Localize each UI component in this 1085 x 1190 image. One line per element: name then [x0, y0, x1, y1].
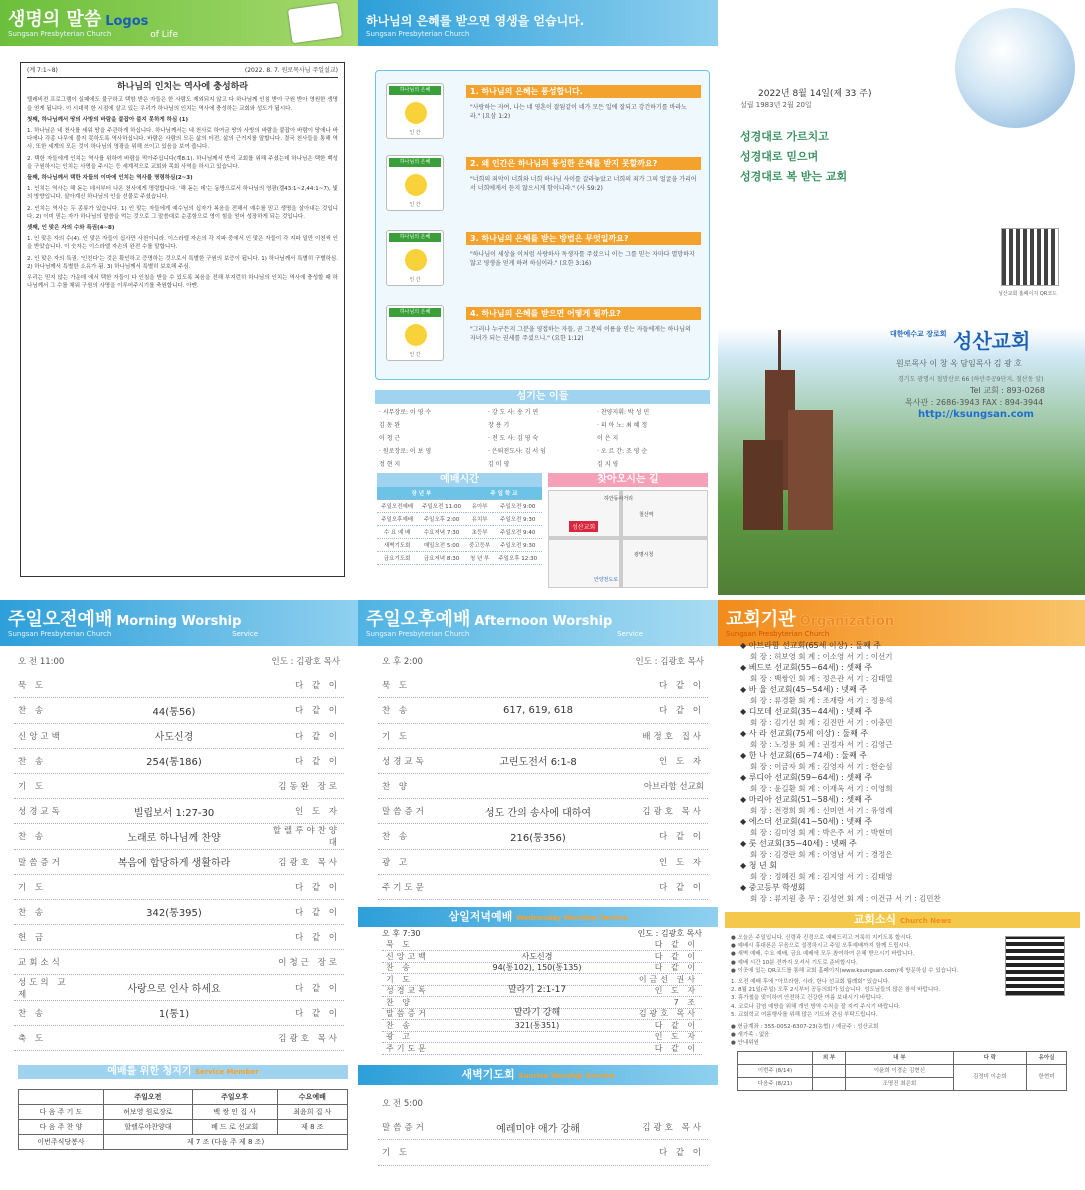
org-officers: 회 장 : 김경란 회 계 : 이영남 서 기 : 경정은 — [750, 850, 893, 859]
pastors: 원로목사 이 창 옥 담임목사 김 광 호 — [896, 359, 1022, 368]
worship-time-table: 장 년 부 주 일 학 교 주일오전예배 주일오전 11:00 유아부 주일오전 9:00 주일오후예배 주일오후 2:00 유치부 주일오전 9:30 수 요 예 배 수요저녁 7:30 초등부 주일오전 9:40 새벽기도회 매일오전 5:00 중고등부 주일오전 9:30 금요기도회 금요저녁 8:30 청 년 부 주일오후 12:30 — [377, 487, 542, 565]
map-church-label: 성산교회 — [569, 521, 598, 532]
grace-heading: 2. 왜 인간은 하나님의 풍성한 은혜를 받지 못할까요? — [466, 157, 701, 170]
worship-row: 신앙고백 사도신경 다 같 이 — [14, 724, 344, 749]
church-news-header — [725, 912, 1080, 928]
table-row: 주일오후예배 주일오후 2:00 유치부 주일오전 9:30 — [377, 513, 542, 526]
organization-panel — [718, 600, 1085, 910]
news-item: 1. 오전 예배 후에 "아브라함, 사라, 한나 선교회 월례회" 있습니다. — [731, 979, 890, 986]
org-officers: 회 장 : 김미영 회 계 : 박은주 서 기 : 박현미 — [750, 828, 893, 837]
logos-title-en2: of Life — [150, 30, 178, 40]
worship-row: 찬 송 216(통356) 다 같 이 — [378, 824, 708, 849]
cover-panel — [718, 0, 1085, 595]
worship-time-section — [377, 473, 542, 588]
news-item: ● 오늘은 주일입니다. 신령과 진정으로 예배드리고 거룩히 지키도록 합시다. — [731, 935, 913, 941]
map-label: 철산역 — [639, 512, 654, 518]
worship-time: 오 전 11:00 — [18, 656, 65, 667]
directions-title: 찾아오시는 길 — [548, 473, 708, 487]
stewards-section — [18, 1065, 348, 1150]
sermon-para: 텔레비전 프로그램이 실패에도 불구하고 택함 받은 자들은 한 사람도 제외되지 않고 다 하나님께 인침 받아 구원 받아 영원한 생명을 얻게 됩니다. 이 시대적 한 시점에 살고 있는 우리가 하나님의 인치는 역사에 충성하는 교회와 성도가 됩시다. — [27, 97, 338, 112]
dawn-order — [378, 1090, 708, 1166]
logos-church-en: Sungsan Presbyterian Church — [8, 30, 112, 38]
server-name: 김 미 영 — [488, 461, 510, 468]
news-item: 4. 코로나 감염 예방을 위해 개인 방역 수칙을 잘 지켜 주시기 바랍니다. — [731, 1003, 901, 1010]
org-group: ◆ 디모데 선교회(35~44세) : 넷째 주 — [740, 707, 873, 716]
organization-title: 교회기관 — [726, 609, 796, 630]
server-name: · 전 도 사: 김 영 숙 — [488, 435, 539, 442]
church-building — [743, 330, 833, 540]
address: 경기도 광명시 철망산로 66 (하안주공9단지, 철산동 앞) — [898, 376, 1044, 383]
org-group: ◆ 루디아 선교회(59~64세) : 셋째 주 — [740, 773, 873, 782]
worship-row: 찬 송 254(통186) 다 같 이 — [14, 749, 344, 774]
sermon-para: 첫째, 하나님께서 땅의 사방의 바람을 붙잡아 불지 못하게 하심 (1) — [27, 116, 189, 123]
worship-row: 기 도 배정호 집사 — [378, 724, 708, 749]
worship-row: 주기도문 다 같 이 — [378, 875, 708, 900]
worship-row: 묵 도 다 같 이 — [382, 940, 702, 952]
worship-time-row — [14, 648, 344, 673]
server-name: 정 현 지 — [379, 461, 401, 468]
server-name: 이 은 지 — [597, 435, 619, 442]
globe-icon — [955, 8, 1075, 128]
directions-map — [548, 490, 708, 588]
grace-text: "그러나 누구든지 그분을 영접하는 자들, 곧 그분의 이름을 믿는 자들에게는 하나님의 자녀가 되는 권세를 주셨으니." (요한 1:12) — [470, 326, 691, 342]
org-officers: 회 장 : 류경환 회 계 : 조재랑 서 기 : 정용석 — [750, 696, 893, 705]
grace-church-en: Sungsan Presbyterian Church — [366, 30, 470, 38]
org-officers: 회 장 : 이금자 회 계 : 김영자 서 기 : 한순심 — [750, 762, 893, 771]
church-name: 성산교회 — [953, 329, 1031, 353]
logos-title-en: Logos — [105, 14, 149, 29]
server-name: · 은퇴전도사: 김 서 임 — [488, 448, 546, 455]
grace-item — [386, 226, 701, 291]
worship-row: 찬 송 321(통351) 다 같 이 — [382, 1020, 702, 1032]
account-info: ● 헌금계좌 : 355-0052-6307-23(농협) / 예금주 : 성산교회 — [731, 1024, 879, 1031]
bible-icon — [288, 3, 342, 44]
grace-text: "너희의 죄악이 너희와 너희 하나님 사이를 갈라놓았고 너희의 죄가 그의 얼굴을 가리어서 너희에게서 듣지 않으시게 함이니라." (사 59:2) — [470, 176, 697, 192]
worship-row: 기 도 이금선 권사 — [382, 974, 702, 986]
motto: 성경대로 믿으며 — [740, 150, 819, 163]
grace-panel — [358, 0, 718, 595]
worship-row: 기 도 김동완 장로 — [14, 774, 344, 799]
afternoon-worship-title-en: Afternoon Worship — [474, 614, 613, 629]
sermon-para: 2. 인치는 역사는 두 종류가 있습니다. 1) 인 맞는 자들에게 예수님의 십자가 복음을 전해서 예수를 믿고 생명을 살아내는 것입니다. 2) 이미 믿는 자가 하나님의 말씀을 먹는 것으로 그 말씀대로 순종함으로 영이 힘을 얻어 성장하게 되는 것입니다. — [27, 205, 338, 220]
sermon-para: 2. 택한 자들에게 인치는 역사를 위하여 바람을 막아주십니다(계8:1). 하나님께서 반석 교회를 위해 주셨는데 하나님은 택한 백성을 구원하시는 인치는 사명을 주시는 등 세계적으로 교회와 목회 사역을 하시고 있습니다. — [27, 155, 338, 170]
afternoon-worship-title: 주일오후예배 — [366, 609, 471, 630]
worship-row: 찬 송 1(통1) 다 같 이 — [14, 1001, 344, 1026]
news-qr-code[interactable] — [1005, 936, 1065, 996]
worship-row: 말씀증거 말라기 강해 김광호 목사 — [382, 1009, 702, 1021]
table-row: 새벽기도회 매일오전 5:00 중고등부 주일오전 9:30 — [377, 539, 542, 552]
table-row: 주일오전예배 주일오전 11:00 유아부 주일오전 9:00 — [377, 500, 542, 513]
worship-row: 찬 양 아브라함 선교회 — [378, 774, 708, 799]
worship-time-row — [378, 648, 708, 673]
grace-text: "하나님이 세상을 이처럼 사랑하사 독생자를 주셨으니 이는 그를 믿는 자마다 멸망하지 않고 영생을 얻게 하려 하심이라." (요한 3:16) — [470, 251, 695, 267]
worship-leader: 인도 : 김광호 목사 — [271, 656, 340, 667]
sermon-para: 1. 하나님은 네 천사를 세워 땅을 주관하게 하십니다. 하나님께서는 네 천사로 하여금 땅의 사방의 바람을 붙잡아 바람이 땅에나 바다에나 각종 나무에 불지 못하도록 역사하십니다. 바람은 사람의 모든 삶의 터전, 삶의 근거지를 말합니다. 결국 천사들을 통해 역사, 또한 세계의 모든 것이 하나님의 영광을 위해 쓰이고 있음을 보여 줍니다. — [27, 128, 338, 151]
church-news-title-en: Church News — [899, 917, 952, 925]
logos-title: 생명의 말씀 — [8, 9, 102, 30]
org-group: ◆ 베드로 선교회(55~64세) : 셋째 주 — [740, 663, 873, 672]
morning-church-en: Sungsan Presbyterian Church — [8, 630, 112, 638]
dawn-title: 새벽기도회 — [461, 1068, 515, 1081]
news-item: ● 이곳에 있는 QR코드를 통해 교회 홈페이지(www.ksungsan.com)에 방문하실 수 있습니다. — [731, 967, 959, 974]
usher-table: 외 부 내 부 다 락 유아실 이번주 (8/14) 이윤희 이경순 김현신 김정미 이순희 한현미 다음주 (8/21) 조명진 최은회 — [737, 1051, 1067, 1092]
sun-icon — [405, 324, 427, 346]
grace-heading: 1. 하나님의 은혜는 풍성합니다. — [466, 85, 701, 98]
server-name: · 시무장로: 이 영 수 — [379, 409, 432, 416]
sun-icon — [405, 102, 427, 124]
org-officers: 회 장 : 허보영 회 계 : 이소영 서 기 : 이선기 — [750, 652, 893, 661]
worship-row: 성경교독 말라기 2:1-17 인 도 자 — [382, 986, 702, 998]
church-news-title: 교회소식 — [853, 913, 897, 926]
server-name: 김 동 완 — [379, 422, 401, 429]
dawn-time: 오 전 5:00 — [382, 1098, 423, 1109]
worship-row: 말씀증거 예레미야 애가 강해 김광호 목사 — [378, 1115, 708, 1140]
stewards-title-en: Service Member — [194, 1068, 259, 1076]
org-officers: 회 장 : 김기선 회 계 : 김진만 서 기 : 이충민 — [750, 718, 893, 727]
qr-code[interactable] — [1001, 228, 1059, 286]
worship-row: 묵 도 다 같 이 — [14, 673, 344, 698]
server-name: 이 청 근 — [379, 435, 401, 442]
worship-row: 찬 송 617, 619, 618 다 같 이 — [378, 698, 708, 723]
map-label: 광명시청 — [634, 552, 654, 558]
founded-date: 설립 1983년 2월 20일 — [740, 101, 812, 109]
sun-icon — [405, 174, 427, 196]
phone-fax: 목사관 : 2686-3943 FAX : 894-3944 — [905, 398, 1044, 407]
table-row: 금요기도회 금요저녁 8:30 청 년 부 주일오후 12:30 — [377, 552, 542, 565]
worship-row: 성경교독 고린도전서 6:1-8 인 도 자 — [378, 749, 708, 774]
org-officers: 회 장 : 류지원 총 무 : 김성연 회 계 : 이건규 서 기 : 김민찬 — [750, 894, 941, 903]
news-item: 5. 교회학교 여름행사를 위해 많은 기도와 관심 부탁드립니다. — [731, 1011, 878, 1018]
worship-row: 찬 송 노래로 하나님께 찬양 할렐루야찬양대 — [14, 824, 344, 849]
sermon-para: 둘째, 하나님께서 택한 자들의 이마에 인치는 역사를 명령하심(2~3) — [27, 175, 193, 182]
sermon-para: 2. 인 맞은 자의 특권. '인친다'는 것은 확인하고 증명하는 것으로서 특별한 구원의 보증이 됩니다. 1) 하나님께서 특별히 구별하심. 2) 하나님께서 특별한 소유가 됨. 3) 하나님께서 특별히 보호해 주심. — [27, 255, 338, 270]
table-row: 다 음 주 기 도 허보영 원로장로 백 쌍 인 집 사 최윤희 집 사 — [19, 1105, 348, 1120]
map-label: 안양천도로 — [594, 577, 619, 583]
denomination: 대한예수교 장로회 — [890, 330, 947, 338]
news-item: ● 새벽 예배, 수요 예배, 금요 예배에 모두 참여하여 은혜 받으시기 바랍니다. — [731, 951, 915, 958]
wednesday-leader: 인도 : 김광호 목사 — [637, 929, 702, 938]
afternoon-church-en: Sungsan Presbyterian Church — [366, 630, 470, 638]
table-row: 수 요 예 배 수요저녁 7:30 초등부 주일오전 9:40 — [377, 526, 542, 539]
new-family: ● 새가족 : 없음 — [731, 1032, 770, 1039]
worship-row: 기 도 다 같 이 — [378, 1140, 708, 1165]
sermon-box — [20, 62, 345, 577]
worship-row: 찬 송 44(통56) 다 같 이 — [14, 698, 344, 723]
news-item: 3. 휴가철을 맞이하여 안전하고 건강한 여름 보내시기 바랍니다. — [731, 995, 884, 1002]
table-row: 이번주식당봉사 제 7 조 (다음 주 제 8 조) — [19, 1135, 348, 1150]
sermon-passage: (계 7:1~8) — [27, 67, 58, 74]
worship-row: 찬 양 7 조 — [382, 997, 702, 1009]
morning-worship-header — [0, 600, 358, 646]
grace-heading: 4. 하나님의 은혜를 받으면 어떻게 될까요? — [466, 307, 701, 320]
qr-caption: 성산교회 홈페이지 QR코드 — [998, 291, 1057, 297]
wednesday-time: 오 후 7:30 — [382, 929, 421, 938]
server-name: · 피 아 노: 최 혜 정 — [597, 422, 648, 429]
server-name: · 찬양지휘: 박 성 민 — [597, 409, 650, 416]
org-group: ◆ 사 라 선교회(75세 이상) : 둘째 주 — [740, 729, 869, 738]
morning-worship-title: 주일오전예배 — [8, 609, 113, 630]
server-name: · 강 도 사: 송 기 연 — [488, 409, 539, 416]
grace-heading: 3. 하나님의 은혜를 받는 방법은 무엇일까요? — [466, 232, 701, 245]
worship-row: 광 고 인 도 자 — [378, 850, 708, 875]
motto: 성경대로 가르치고 — [740, 130, 829, 143]
servers-section — [375, 390, 710, 583]
morning-worship-panel — [0, 600, 358, 1190]
church-tel: Tel 교회 : 893-0268 — [970, 386, 1045, 395]
sermon-para: 1. 인 맞은 자의 수(4). 인 맞은 자들이 십사만 사천이니라. 이스라엘 자손의 각 지파 중에서 인 맞은 자들이 각 지파 일만 이천씩 인을 받았습니다. 이 숫자는 이스라엘 자손의 완전 수를 말합니다. — [27, 236, 338, 251]
org-officers: 회 장 : 전경희 회 계 : 신미연 서 기 : 유영례 — [750, 806, 893, 815]
stewards-table: 주일오전 주일오후 수요예배 다 음 주 기 도 허보영 원로장로 백 쌍 인 집 사 최윤희 집 사 다 음 주 찬 양 할렐루야찬양대 베 드 로 선교회 제 8 조 이번주식당봉사 제 7 조 (다음 주 제 8 조) — [18, 1089, 348, 1150]
worship-row: 말씀증거 성도 간의 송사에 대하여 김광호 목사 — [378, 799, 708, 824]
grace-picture: 하나님의 은혜 인 간 — [386, 230, 444, 286]
news-item: ● 예배시 휴대폰은 무음으로 설정하시고 주일 오후예배까지 함께 드립시다. — [731, 943, 911, 950]
worship-row: 찬 송 94(통102), 150(통135) 다 같 이 — [382, 963, 702, 975]
worship-row: 성도의 교제 사랑으로 인사 하세요 다 같 이 — [14, 975, 344, 1000]
news-item: 2. 8월 21일(주일) 오후 2시부터 공동의회가 있습니다. 성도님들의 많은 참석 바랍니다. — [731, 987, 941, 994]
server-name: · 원로장로: 이 보 영 — [379, 448, 432, 455]
grace-box — [375, 70, 710, 380]
servers-grid — [375, 404, 710, 473]
map-label: 하안동사거리 — [604, 496, 633, 502]
org-group: ◆ 룻 선교회(35~40세) : 넷째 주 — [740, 839, 857, 848]
grace-item — [386, 79, 701, 144]
afternoon-worship-panel — [358, 600, 718, 1190]
worship-time: 오 후 2:00 — [382, 656, 423, 667]
sermon-para: 1. 인치는 역사는 해 돋는 데서부터 나온 천사에게 명령합니다. '해 돋는 데'는 동방으로서 하나님의 영광(겔43:1~2,44:1~7), 빛의 방향입니다. 살아계신 하나님의 인을 선물로 주셨습니다. — [27, 186, 338, 201]
worship-row: 성경교독 빌립보서 1:27-30 인 도 자 — [14, 799, 344, 824]
org-officers: 회 장 : 윤길환 회 계 : 이재옥 서 기 : 이영희 — [750, 784, 893, 793]
worship-row: 찬 송 342(통395) 다 같 이 — [14, 900, 344, 925]
server-name: 장 용 기 — [488, 422, 510, 429]
org-group: ◆ 중고등부 학생회 — [740, 883, 806, 892]
server-name: · 오 르 간: 조 영 순 — [597, 448, 648, 455]
table-row: 다음주 (8/21) 조명진 최은회 — [738, 1078, 1067, 1091]
morning-service-label: Service — [232, 630, 258, 638]
worship-row: 기 도 다 같 이 — [14, 875, 344, 900]
sermon-meta: (2022. 8. 7. 원로목사님 주일설교) — [244, 67, 338, 74]
sermon-title: 하나님의 인치는 역사에 충성하라 — [116, 82, 249, 93]
worship-row: 신앙고백 사도신경 다 같 이 — [382, 951, 702, 963]
website-link[interactable]: http://ksungsan.com — [918, 409, 1034, 420]
table-row: 이번주 (8/14) 이윤희 이경순 김현신 김정미 이순희 한현미 — [738, 1064, 1067, 1077]
worship-row: 광 고 인 도 자 — [382, 1032, 702, 1044]
servers-title: 섬기는 이들 — [375, 390, 710, 404]
sermon-para: 셋째, 인 맞은 자의 수와 특권(4~8) — [27, 225, 115, 232]
grace-picture: 하나님의 은혜 인 간 — [386, 155, 444, 211]
sun-icon — [405, 249, 427, 271]
grace-title: 하나님의 은혜를 받으면 영생을 얻습니다. — [366, 14, 585, 28]
worship-row: 교회소식 이청근 장로 — [14, 950, 344, 975]
issue-date: 2022년 8월 14일(제 33 주) — [758, 89, 872, 99]
organization-title-en: Organization — [799, 614, 895, 629]
news-item: ● 예배 시간 10분 전까지 오셔서 기도로 준비합시다. — [731, 959, 858, 966]
worship-row: 말씀증거 복음에 합당하게 생활하라 김광호 목사 — [14, 850, 344, 875]
org-group: ◆ 바 울 선교회(45~54세) : 넷째 주 — [740, 685, 867, 694]
worship-row: 묵 도 다 같 이 — [378, 673, 708, 698]
org-group: ◆ 한 나 선교회(65~74세) : 둘째 주 — [740, 751, 867, 760]
worship-row: 축 도 김광호 목사 — [14, 1026, 344, 1051]
sermon-para: 우리는 믿지 않는 가운데 에서 택한 자들이 다 인침을 받을 수 있도록 복음을 전해 부지런히 하나님의 인치는 역사에 충성할 때 하나님께서 그 수를 채워 구원의 사명을 이루어주시기를 축원합니다. 아멘. — [27, 275, 338, 290]
dawn-header — [358, 1065, 718, 1085]
church-news-section — [725, 912, 1080, 1190]
motto: 성경대로 복 받는 교회 — [740, 170, 848, 183]
worship-leader: 인도 : 김광호 목사 — [635, 656, 704, 667]
wednesday-title: 삼일저녁예배 — [448, 910, 513, 923]
dawn-title-en: Sunrise Worship Service — [518, 1072, 615, 1080]
organization-church-en: Sungsan Presbyterian Church — [726, 630, 830, 638]
afternoon-worship-header — [358, 600, 718, 646]
server-name: 김 지 영 — [597, 461, 619, 468]
dawn-time-row — [378, 1090, 708, 1115]
org-officers: 회 장 : 백쌍인 회 계 : 정은관 서 기 : 김태열 — [750, 674, 893, 683]
grace-item — [386, 151, 701, 216]
guide-label: ● 안내위원 — [731, 1040, 759, 1047]
org-group: ◆ 마리아 선교회(51~58세) : 셋째 주 — [740, 795, 873, 804]
grace-text: "사랑하는 자여, 나는 네 영혼이 잘됨같이 네가 모든 일에 잘되고 강건하기를 바라노라." (요삼 1:2) — [470, 104, 687, 120]
logos-header — [0, 0, 358, 46]
grace-item — [386, 301, 701, 366]
grace-picture: 하나님의 은혜 인 간 — [386, 83, 444, 139]
morning-worship-title-en: Morning Worship — [116, 614, 242, 629]
organization-list — [726, 640, 1076, 904]
wednesday-title-en: Wednesday Worship Service — [516, 914, 628, 922]
grace-picture: 하나님의 은혜 인 간 — [386, 305, 444, 361]
worship-row: 주기도문 다 같 이 — [382, 1043, 702, 1055]
org-group: ◆ 청 년 회 — [740, 861, 777, 870]
worship-row: 헌 금 다 같 이 — [14, 925, 344, 950]
org-officers: 회 장 : 노정용 회 계 : 권정자 서 기 : 김영근 — [750, 740, 893, 749]
table-row: 다 음 주 찬 양 할렐루야찬양대 베 드 로 선교회 제 8 조 — [19, 1120, 348, 1135]
directions-section — [548, 473, 708, 588]
org-group: ◆ 아브라함 선교회(65세 이상) : 둘째 주 — [740, 641, 881, 650]
stewards-title: 예배를 위한 청지기 — [107, 1066, 192, 1077]
org-group: ◆ 에스더 선교회(41~50세) : 넷째 주 — [740, 817, 873, 826]
logos-panel — [0, 0, 358, 595]
org-officers: 회 장 : 정혜진 회 계 : 김지영 서 기 : 김태영 — [750, 872, 893, 881]
afternoon-service-label: Service — [617, 630, 643, 638]
worship-time-title: 예배시간 — [377, 473, 542, 487]
grace-header — [358, 0, 718, 46]
wednesday-order — [382, 928, 702, 1055]
wednesday-header — [358, 907, 718, 927]
